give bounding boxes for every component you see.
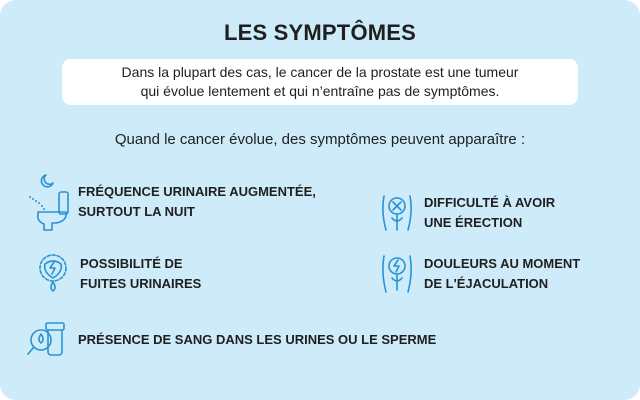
symptom-label: DIFFICULTÉ À AVOIR UNE ÉRECTION <box>424 195 556 230</box>
urinary-leak-icon <box>36 252 70 296</box>
symptom-ejaculation-pain <box>380 252 580 296</box>
symptom-urinary-leaks <box>36 252 201 296</box>
intro-box <box>62 59 578 105</box>
subtitle: Quand le cancer évolue, des symptômes peuvent apparaître : <box>114 131 526 148</box>
symptom-label: POSSIBILITÉ DE FUITES URINAIRES <box>80 256 202 291</box>
symptom-erection-difficulty <box>380 192 555 234</box>
blood-test-icon <box>26 320 70 360</box>
intro-line-2: qui évolue lentement et qui n’entraîne pas de symptômes. <box>140 83 500 99</box>
page-title: LES SYMPTÔMES <box>223 20 417 45</box>
erection-difficulty-icon <box>380 192 414 234</box>
symptom-label: PRÉSENCE DE SANG DANS LES URINES OU LE SPERME <box>78 332 437 347</box>
toilet-night-icon <box>24 172 72 232</box>
ejaculation-pain-icon <box>380 252 414 296</box>
symptom-label: DOULEURS AU MOMENT DE L'ÉJACULATION <box>424 256 581 291</box>
symptom-blood-presence <box>26 320 436 360</box>
intro-line-1: Dans la plupart des cas, le cancer de la prostate est une tumeur <box>121 64 519 80</box>
symptom-label: FRÉQUENCE URINAIRE AUGMENTÉE, SURTOUT LA NUIT <box>78 184 316 219</box>
symptom-frequent-urination <box>24 172 316 232</box>
